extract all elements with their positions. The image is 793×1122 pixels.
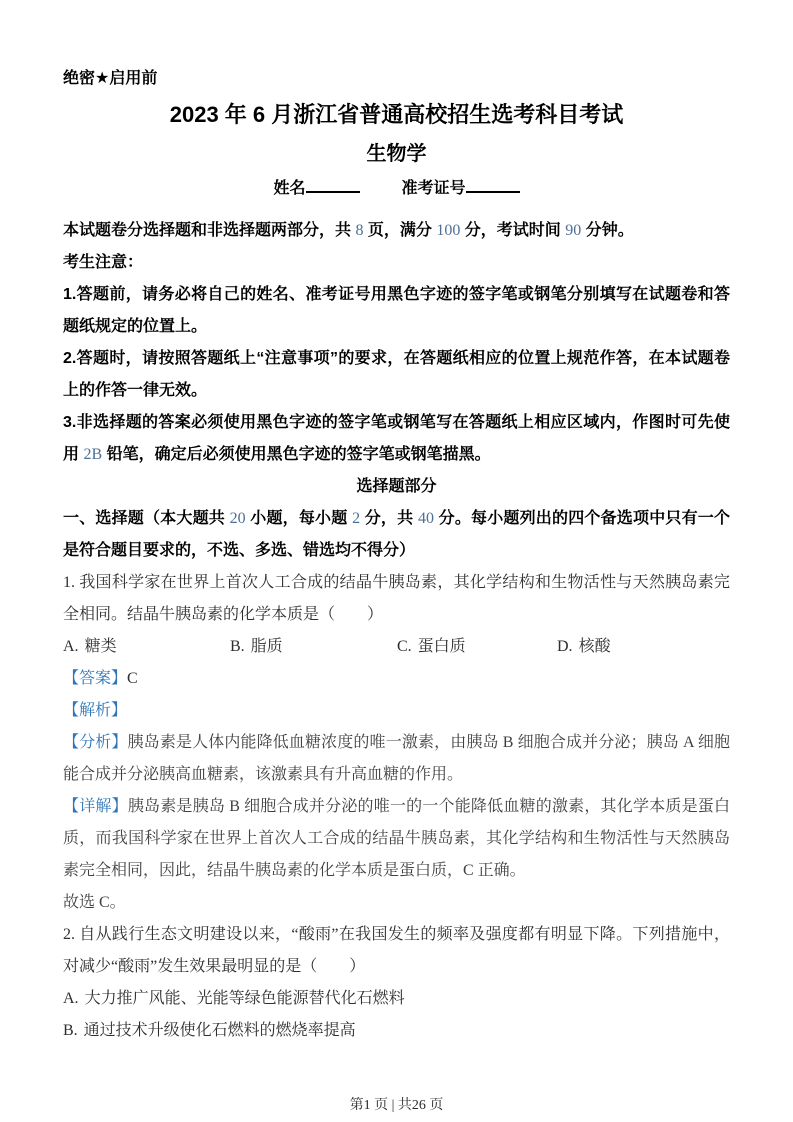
notice-item-2: 2.答题时，请按照答题纸上“注意事项”的要求，在答题纸相应的位置上规范作答，在本试题卷上的作答一律无效。 [63, 350, 730, 399]
option-b [230, 631, 397, 663]
duration-number: 90 [565, 222, 582, 239]
notice-title: 考生注意： [63, 254, 144, 271]
notice-text: 3.非选择题的答案必须使用黑色字迹的签字笔或钢笔写在答题纸上相应区域内，作图时可先使用 [63, 414, 730, 463]
heading-text: 一、选择题（本大题共 [63, 510, 230, 527]
question-2-stem: 2. 自从践行生态文明建设以来，“酸雨”在我国发生的频率及强度都有明显下降。下列措施中，对减少“酸雨”发生效果最明显的是（ ） [63, 926, 730, 975]
option-c-text: 蛋白质 [417, 638, 466, 655]
option-a-text: 糖类 [84, 638, 117, 655]
paper-intro-line [63, 215, 730, 247]
conclusion-line: 故选 C。 [63, 894, 126, 911]
analysis-tag: 【解析】 [63, 702, 128, 719]
section-one-heading [63, 503, 730, 567]
detailed-explanation-line [63, 791, 730, 887]
detail-text: 胰岛素是胰岛 B 细胞合成并分泌的唯一的一个能降低血糖的激素，其化学本质是蛋白质，而我国科学家在世界上首次人工合成的结晶牛胰岛素，其化学结构和生物活性与天然胰岛素完全相同，因此，结晶牛胰岛素的化学本质是蛋白质，C 正确。 [63, 798, 730, 879]
question-2 [63, 919, 730, 1047]
option-b-text: 脂质 [250, 638, 283, 655]
total-points-number: 40 [417, 510, 434, 527]
choice-part-title: 选择题部分 [356, 478, 437, 495]
option-b-label: B. [230, 638, 245, 655]
notice-item-1: 1.答题前，请务必将自己的姓名、准考证号用黑色字迹的签字笔或钢笔分别填写在试题卷和答题纸规定的位置上。 [63, 286, 730, 335]
question-2-option-a [63, 983, 730, 1015]
answer-line [63, 663, 730, 695]
option-d-label: D. [557, 638, 573, 655]
detail-tag: 【详解】 [63, 798, 128, 815]
question-1-options-row [63, 631, 730, 663]
page-count-number: 8 [355, 222, 364, 239]
option-d-text: 核酸 [578, 638, 611, 655]
pencil-type-number: 2B [83, 446, 103, 463]
intro-text: 页，满分 [363, 222, 437, 239]
summary-text: 胰岛素是人体内能降低血糖浓度的唯一激素，由胰岛 B 细胞合成并分泌；胰岛 A 细胞能合成并分泌胰高血糖素，该激素具有升高血糖的作用。 [63, 734, 730, 783]
admission-number-label: 准考证号 [401, 180, 466, 197]
admission-number-blank-field [466, 176, 520, 193]
option-a-text: 大力推广风能、光能等绿色能源替代化石燃料 [84, 990, 405, 1007]
intro-text: 分钟。 [581, 222, 634, 239]
candidate-info-line [63, 176, 730, 201]
points-per-question-number: 2 [352, 510, 361, 527]
full-score-number: 100 [436, 222, 461, 239]
name-label: 姓名 [273, 180, 306, 197]
summary-tag: 【分析】 [63, 734, 128, 751]
notice-item-3 [63, 407, 730, 471]
option-b-text: 通过技术升级使化石燃料的燃烧率提高 [83, 1022, 356, 1039]
footer-page-indicator: 第1 页 | 共26 页 [349, 1098, 444, 1113]
exam-title: 2023 年 6 月浙江省普通高校招生选考科目考试 [169, 102, 624, 127]
answer-tag: 【答案】 [63, 670, 128, 687]
question-1-stem: 1. 我国科学家在世界上首次人工合成的结晶牛胰岛素，其化学结构和生物活性与天然胰岛素完全相同。结晶牛胰岛素的化学本质是（ ） [63, 574, 730, 623]
option-d [557, 631, 730, 663]
heading-text: 分。每小题列出的四个备选项中只有一个是符合题目要求的，不选、多选、错选均不得分） [63, 510, 730, 559]
name-blank-field [306, 176, 360, 193]
subject-title: 生物学 [366, 143, 427, 165]
option-a-label: A. [63, 638, 79, 655]
option-a [63, 631, 230, 663]
analysis-summary-line [63, 727, 730, 791]
question-count-number: 20 [229, 510, 246, 527]
intro-text: 本试题卷分选择题和非选择题两部分，共 [63, 222, 356, 239]
secrecy-banner: 绝密★启用前 [63, 70, 158, 87]
question-1 [63, 567, 730, 919]
option-b-label: B. [63, 1022, 78, 1039]
question-2-option-b [63, 1015, 730, 1047]
heading-text: 小题，每小题 [245, 510, 353, 527]
option-c [397, 631, 557, 663]
option-a-label: A. [63, 990, 79, 1007]
answer-value: C [127, 670, 138, 687]
notice-text: 铅笔，确定后必须使用黑色字迹的签字笔或钢笔描黑。 [102, 446, 491, 463]
option-c-label: C. [397, 638, 412, 655]
heading-text: 分，共 [360, 510, 418, 527]
intro-text: 分，考试时间 [460, 222, 566, 239]
analysis-header-line [63, 695, 730, 727]
